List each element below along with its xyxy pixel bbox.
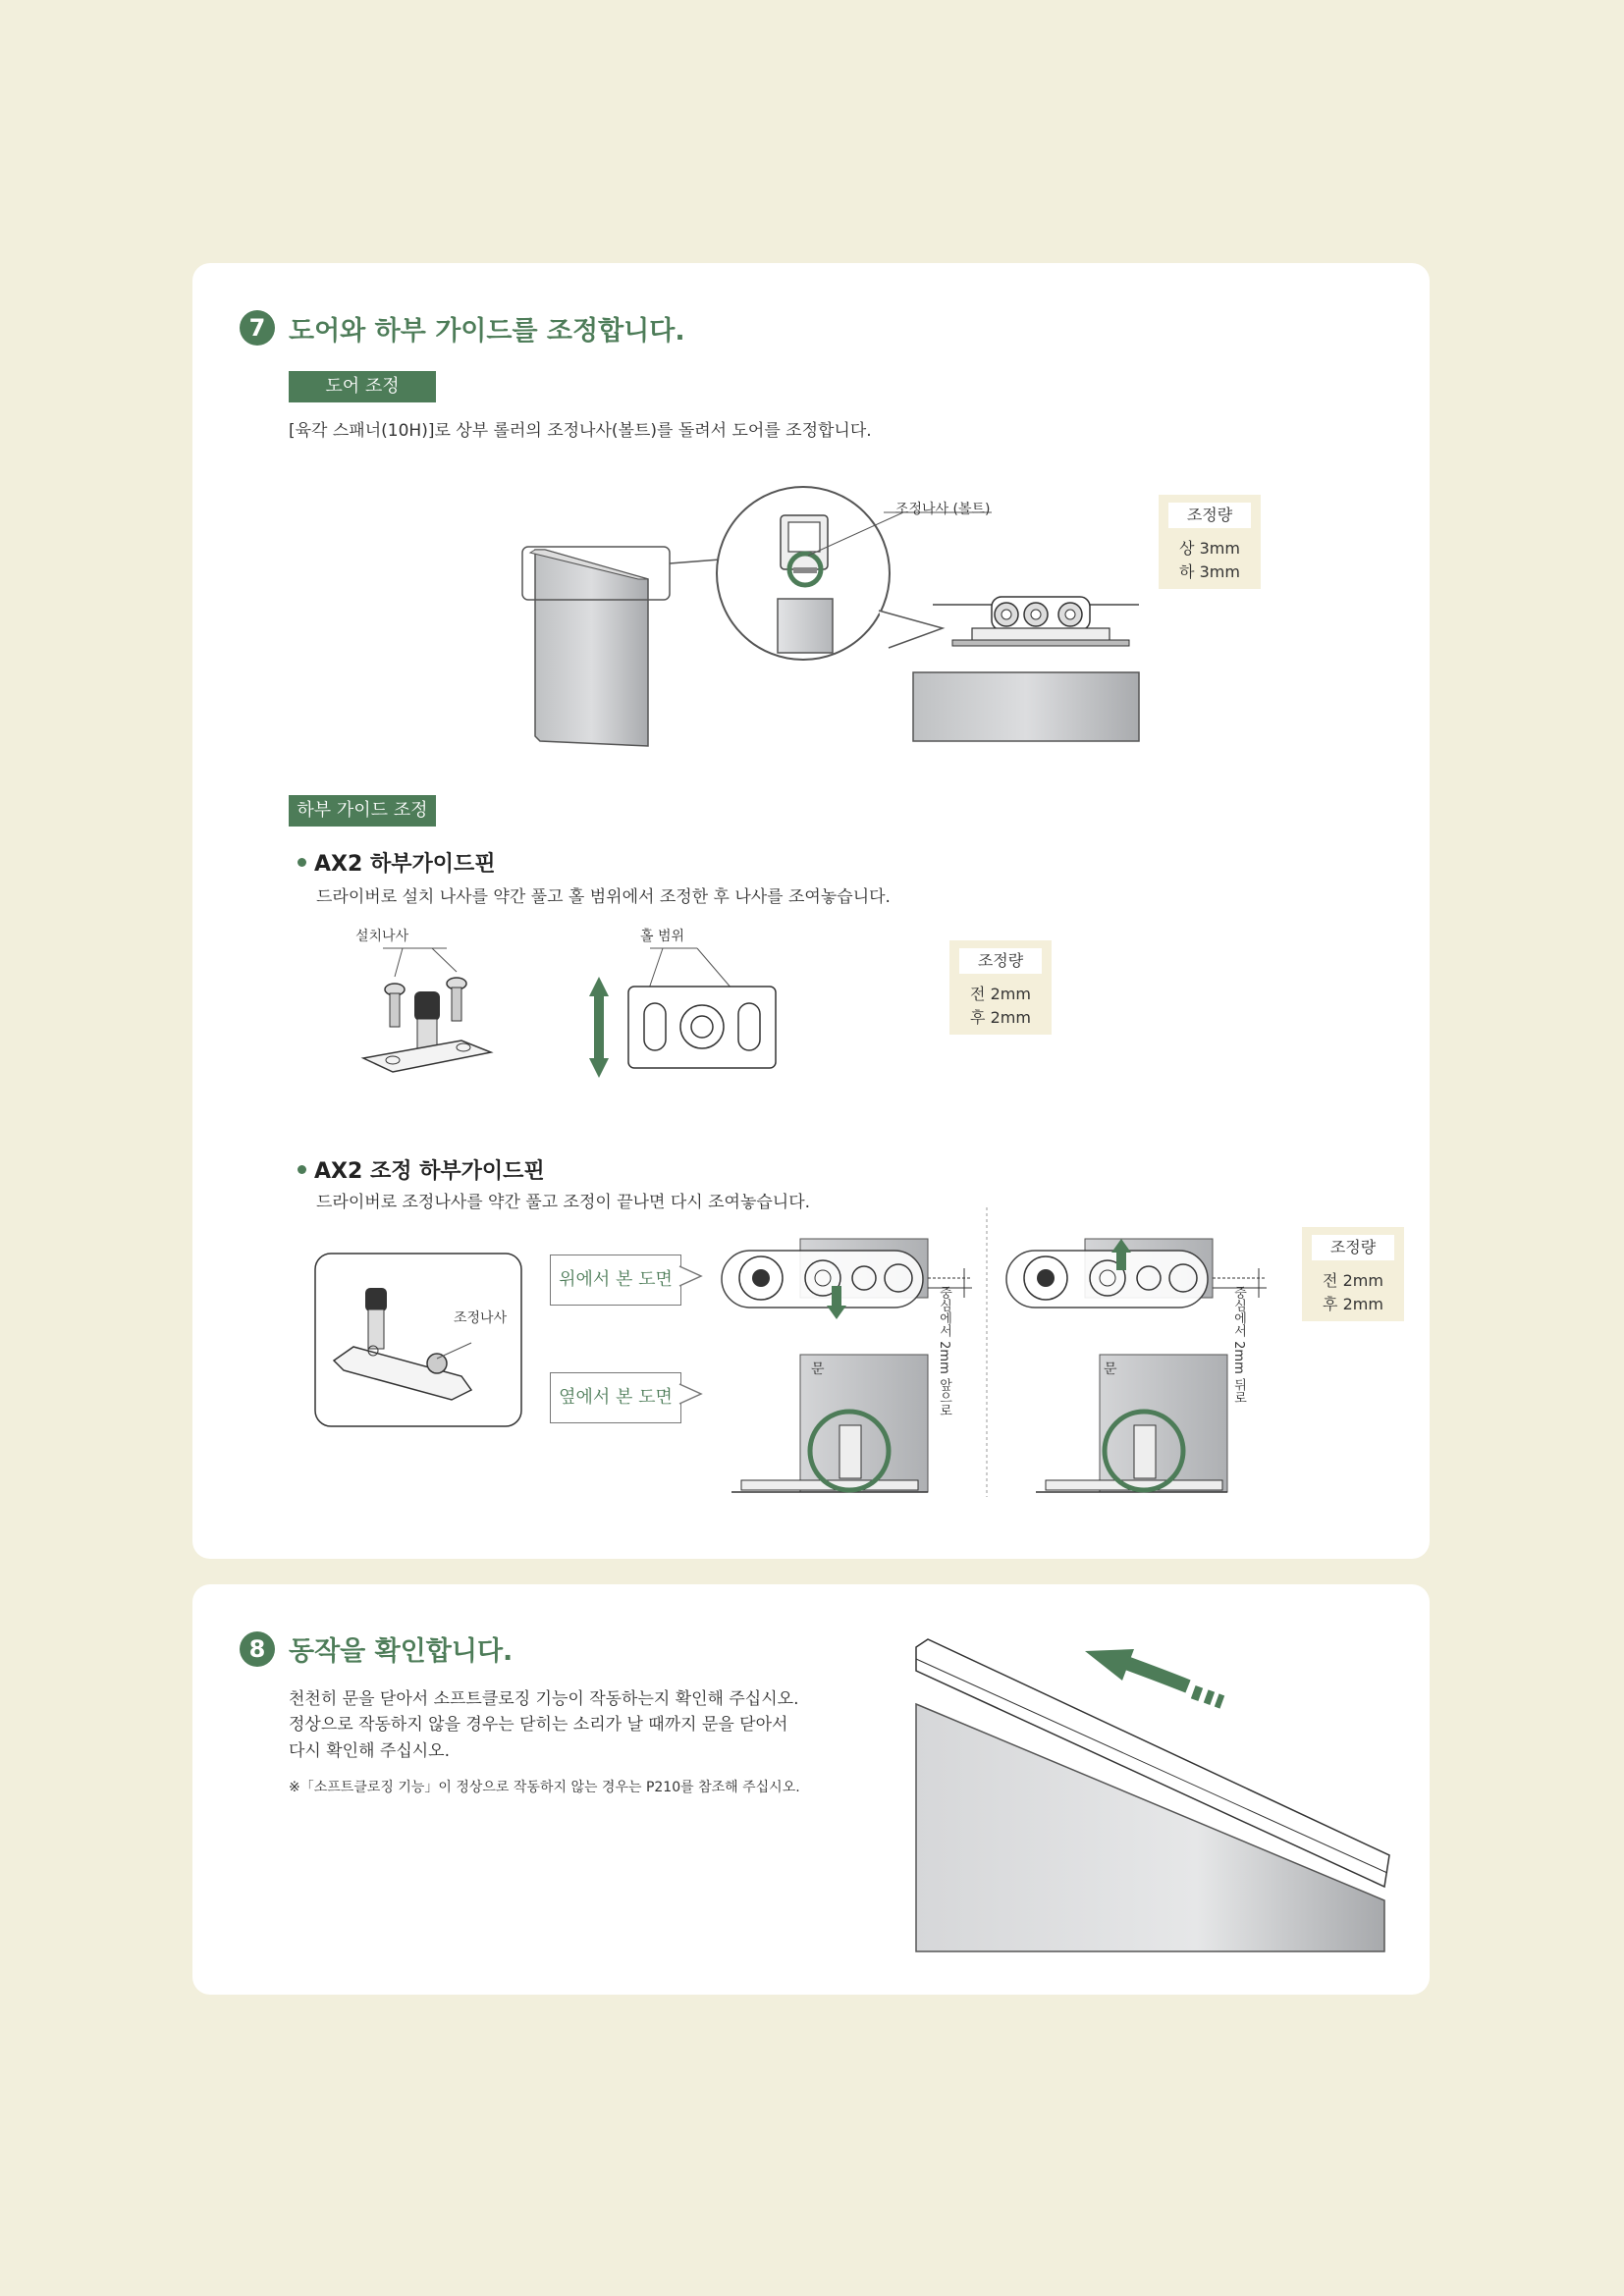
bullet-dot — [298, 1165, 306, 1174]
adjust-amount-back: 후 2mm — [1323, 1295, 1383, 1313]
step8-note: ※「소프트클로징 기능」이 정상으로 작동하지 않는 경우는 P210를 참조해 주십시오. — [289, 1780, 800, 1795]
pin2-screw-label: 조정나사 — [454, 1310, 508, 1326]
guide-adjust-tag: 하부 가이드 조정 — [289, 795, 436, 827]
pin1-adjust-amount-box — [949, 940, 1052, 1035]
pin1-description: 드라이버로 설치 나사를 약간 풀고 홀 범위에서 조정한 후 나사를 조여놓습니다. — [316, 887, 891, 907]
top-view-callout: 위에서 본 도면 — [550, 1255, 681, 1306]
roller-assembly-icon — [933, 597, 1139, 646]
adjust-amount-front: 전 2mm — [1323, 1271, 1383, 1290]
adjust-amount-title: 조정량 — [1168, 503, 1251, 528]
door-panel-icon — [530, 550, 648, 746]
adjust-amount-down: 하 3mm — [1179, 562, 1240, 581]
adjust-diagrams — [677, 1207, 1286, 1502]
guide-pin-illustration — [353, 942, 795, 1090]
door-adjust-tag: 도어 조정 — [289, 371, 436, 402]
door-adjust-description: [육각 스패너(10H)]로 상부 롤러의 조정나사(볼트)를 돌려서 도어를 조정합니다. — [289, 421, 872, 441]
sliding-door-illustration — [908, 1629, 1389, 1953]
magnifier-circle-icon — [717, 487, 890, 660]
adjust-screw-label: 조정나사 (볼트) — [895, 502, 991, 517]
pin2-title: AX2 조정 하부가이드핀 — [314, 1159, 545, 1184]
door-adjust-illustration — [511, 471, 1159, 756]
adjust-amount-title: 조정량 — [1312, 1235, 1394, 1260]
pin2-description: 드라이버로 조정나사를 약간 풀고 조정이 끝나면 다시 조여놓습니다. — [316, 1193, 811, 1212]
offset-back-label: 중심에서 2mm 뒤로 — [1231, 1286, 1246, 1404]
pin1-title: AX2 하부가이드핀 — [314, 852, 496, 877]
adjust-pin-illustration — [314, 1253, 522, 1427]
pin2-adjust-amount-box — [1302, 1227, 1404, 1321]
door-adjust-amount-box — [1159, 495, 1261, 589]
step-number-8: 8 — [240, 1631, 275, 1667]
bullet-dot — [298, 858, 306, 867]
curved-arrow-icon — [1085, 1649, 1224, 1709]
step8-title: 동작을 확인합니다. — [289, 1636, 514, 1667]
adjust-amount-title: 조정량 — [959, 948, 1042, 974]
install-screw-label: 설치나사 — [355, 929, 409, 944]
adjust-amount-front: 전 2mm — [970, 985, 1031, 1003]
side-view-callout: 옆에서 본 도면 — [550, 1372, 681, 1423]
step8-line2: 정상으로 작동하지 않을 경우는 닫히는 소리가 날 때까지 문을 닫아서 — [289, 1715, 788, 1735]
step8-line3: 다시 확인해 주십시오. — [289, 1741, 451, 1761]
door-label-right: 문 — [1104, 1362, 1117, 1377]
step-number-7: 7 — [240, 310, 275, 346]
door-label-left: 문 — [811, 1362, 825, 1377]
adjust-amount-up: 상 3mm — [1179, 539, 1240, 558]
hole-range-label: 홀 범위 — [640, 929, 685, 944]
guide-pin-icon — [363, 991, 491, 1072]
adjust-amount-back: 후 2mm — [970, 1008, 1031, 1027]
hole-plate-icon — [628, 987, 776, 1068]
offset-front-label: 중심에서 2mm 앞으로 — [937, 1286, 951, 1416]
step7-title: 도어와 하부 가이드를 조정합니다. — [289, 316, 685, 347]
step8-line1: 천천히 문을 닫아서 소프트클로징 기능이 작동하는지 확인해 주십시오. — [289, 1689, 799, 1709]
up-down-arrow-icon — [589, 977, 609, 1078]
